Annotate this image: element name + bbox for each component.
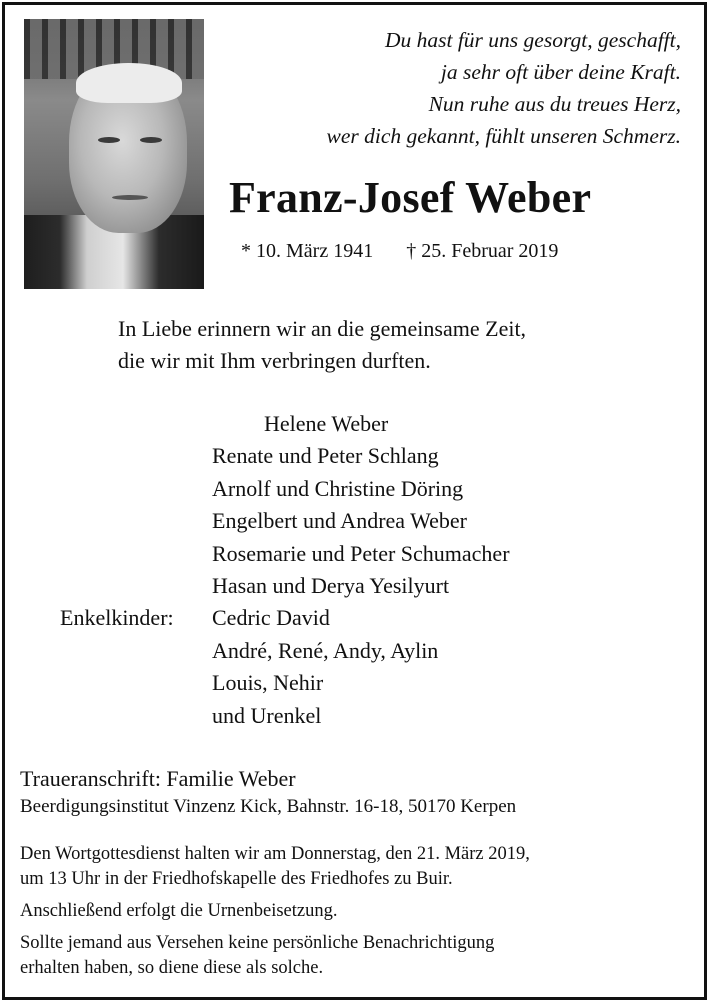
service-notes — [20, 842, 530, 988]
photo-eye-right — [140, 137, 162, 143]
notice-line: Sollte jemand aus Versehen keine persönliche Benachrichtigung — [20, 933, 495, 953]
mourner-family: Engelbert und Andrea Weber — [212, 508, 468, 534]
service-info — [20, 842, 530, 892]
mourner-family: Rosemarie und Peter Schumacher — [212, 540, 510, 566]
photo-eye-left — [98, 137, 120, 143]
deceased-name: Franz-Josef Weber — [229, 173, 592, 222]
urn-burial-info: Anschließend erfolgt die Urnenbeisetzung. — [20, 901, 338, 921]
intro-line: In Liebe erinnern wir an die gemeinsame Zeit, — [118, 316, 527, 341]
notification-notice — [20, 931, 530, 981]
notice-line: erhalten haben, so diene diese als solche. — [20, 958, 324, 978]
mourner-grandchild: und Urenkel — [212, 702, 322, 728]
portrait-photo — [24, 19, 204, 289]
life-dates — [241, 240, 558, 263]
poem-line: Nun ruhe aus du treues Herz, — [428, 92, 681, 116]
funeral-home-line: Beerdigungsinstitut Vinzenz Kick, Bahnstr. 16-18, 50170 Kerpen — [20, 796, 517, 817]
mourner-grandchild: Cedric David — [212, 605, 330, 631]
mourner-grandchild: Louis, Nehir — [212, 670, 324, 696]
grandchildren-label: Enkelkinder: — [60, 605, 174, 631]
birth-date: * 10. März 1941 — [241, 240, 374, 262]
mourner-family: Renate und Peter Schlang — [212, 443, 439, 469]
mourner-family: Hasan und Derya Yesilyurt — [212, 573, 450, 599]
service-line: Den Wortgottesdienst halten wir am Donnerstag, den 21. März 2019, — [20, 844, 530, 864]
mourner-grandchild: André, René, Andy, Aylin — [212, 637, 439, 663]
poem-line: wer dich gekannt, fühlt unseren Schmerz. — [326, 124, 681, 148]
remembrance-text — [118, 313, 526, 377]
mourners-list — [60, 408, 510, 732]
address-line: Traueranschrift: Familie Weber — [20, 766, 296, 791]
photo-hair — [76, 63, 182, 103]
memorial-poem — [327, 24, 682, 152]
service-line: um 13 Uhr in der Friedhofskapelle des Friedhofes zu Buir. — [20, 869, 453, 889]
death-date: † 25. Februar 2019 — [406, 240, 559, 262]
photo-mouth — [112, 195, 148, 200]
poem-line: Du hast für uns gesorgt, geschafft, — [384, 28, 681, 52]
mourner-spouse: Helene Weber — [264, 411, 389, 436]
mourner-family: Arnolf und Christine Döring — [212, 475, 464, 501]
poem-line: ja sehr oft über deine Kraft. — [440, 60, 681, 84]
mourning-address — [20, 764, 516, 820]
intro-line: die wir mit Ihm verbringen durften. — [118, 348, 431, 373]
